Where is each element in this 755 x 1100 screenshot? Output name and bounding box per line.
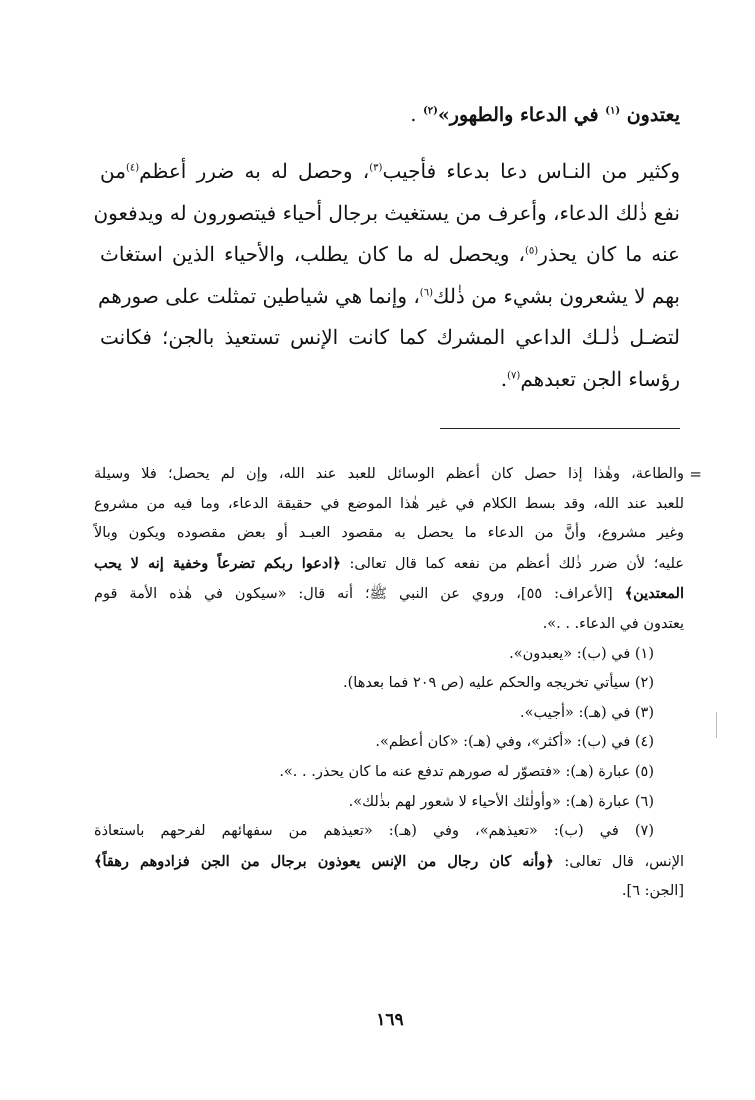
footnote-ref-3[interactable]: (٣) [369, 162, 383, 174]
footnote-ref-1[interactable]: (١) [605, 105, 621, 117]
lead-text: في الدعاء والطهور» [437, 104, 599, 126]
footnote-7-ref: [الجن: ٦]. [621, 883, 684, 900]
cont-line-4: عليه؛ لأن ضرر ذٰلك أعظم من نفعه كما قال تعالى: ﴿ادعوا ربكم تضرعاً وخفية إنه لا يحب [94, 554, 684, 572]
footnotes-block [94, 460, 702, 907]
continuation-mark: = [689, 465, 702, 483]
cont-line-5: المعتدين﴾ [الأعراف: ٥٥]، وروي عن النبي ﷺ؛ أنه قال: «سيكون في هٰذه الأمة قوم [94, 585, 684, 603]
page-number: ١٦٩ [376, 1010, 404, 1030]
margin-mark [716, 712, 717, 738]
footnote-ref-6[interactable]: (٦) [419, 286, 433, 298]
footnote-4: (٤) في (ب): «أكثر»، وفي (هـ): «كان أعظم». [375, 734, 654, 751]
main-line-3: عنه ما كان يحذر$^{(٥)}$، ويحصل له ما كان يطلب، والأحياء الذين استغاث [100, 242, 680, 266]
footnote-1: (١) في (ب): «يعبدون». [509, 645, 654, 662]
footnote-6: (٦) عبارة (هـ): «وأولٰئك الأحياء لا شعور لهم بذٰلك». [348, 793, 654, 810]
lead-word: يعتدون [626, 104, 680, 126]
main-line-4: بهم لا يشعرون بشيء من ذٰلك$^{(٦)}$، وإنما هي شياطين تمثلت على صورهم [98, 283, 680, 308]
main-paragraph [93, 151, 680, 400]
cont-line-6: يعتدون في الدعاء. . .». [542, 615, 684, 632]
main-line-1: وكثير من النـاس دعا بدعاء فأجيب$^{(٣)}$، وحصل له به ضرر أعظم$^{(٤)}$من [100, 159, 680, 183]
footnote-7-cont: الإنس، قال تعالى: ﴿وأنه كان رجال من الإنس يعوذون برجال من الجن فزادوهم رهقاً﴾ [94, 852, 684, 870]
page-body [93, 95, 702, 1030]
main-line-5: لتضـل ذٰلـك الداعي المشرك كما كانت الإنس تستعيذ بالجن؛ فكانت [100, 325, 680, 349]
footnote-separator [440, 428, 680, 429]
footnote-ref-4[interactable]: (٤) [125, 162, 140, 174]
footnote-5: (٥) عبارة (هـ): «فتصوّر له صورهم تدفع عنه ما كان يحذر. . .». [279, 763, 654, 780]
footnote-ref-5[interactable]: (٥) [525, 245, 539, 257]
cont-line-3: وغير مشروع، وأنَّ من الدعاء ما يحصل به مقصود العبـد أو بعض مقصوده ويكون وبالاً [94, 525, 684, 542]
footnote-2: (٢) سيأتي تخريجه والحكم عليه (ص ٢٠٩ فما بعدها). [343, 675, 654, 692]
cont-line-1: والطاعة، وهٰذا إذا حصل كان أعظم الوسائل للعبد عند الله، وإن لم يحصل؛ فلا وسيلة [94, 466, 684, 482]
footnote-ref-7[interactable]: (٧) [507, 369, 521, 381]
footnote-3: (٣) في (هـ): «أجيب». [519, 704, 654, 721]
footnote-ref-2[interactable]: (٢) [423, 105, 438, 117]
lead-line [100, 95, 680, 135]
lead-end: . [410, 104, 417, 126]
main-line-6: رؤساء الجن تعبدهم$^{(٧)}$. [500, 366, 680, 391]
quran-verse: ﴿ادعوا ربكم تضرعاً وخفية إنه لا يحب [94, 554, 341, 572]
quran-verse-jinn: ﴿وأنه كان رجال من الإنس يعوذون برجال من الجن فزادوهم رهقاً﴾ [94, 852, 554, 870]
quran-verse-end: المعتدين﴾ [624, 585, 684, 603]
main-line-2: نفع ذٰلك الدعاء، وأعرف من يستغيث برجال أحياء فيتصورون له ويدفعون [93, 200, 680, 225]
cont-line-2: للعبد عند الله، وقد بسط الكلام في غير هٰذا الموضع في حقيقة الدعاء، وما فيه من مشروع [94, 495, 684, 512]
footnote-7: (٧) في (ب): «تعيذهم»، وفي (هـ): «تعيذهم من سفهائهم لفرحهم باستعاذة [94, 823, 654, 840]
